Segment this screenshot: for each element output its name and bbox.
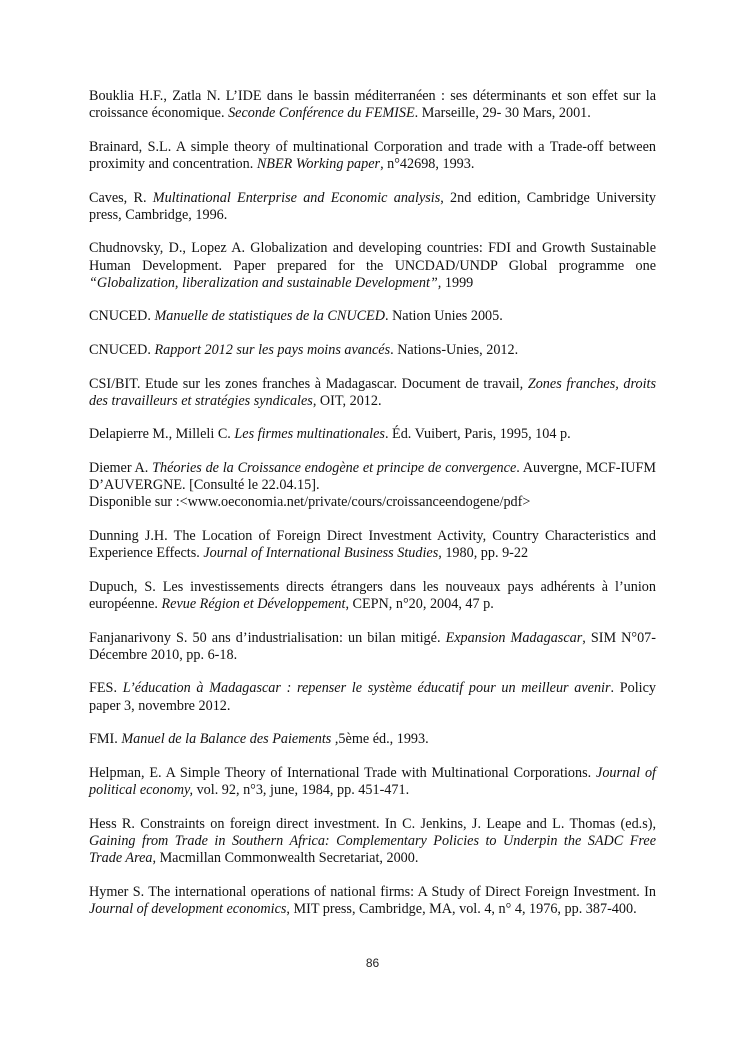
- reference-source-title: NBER Working paper: [256, 156, 381, 172]
- reference-entry: [89, 426, 656, 443]
- reference-text: CSI/BIT. Etude sur les zones franches à Madagascar. Document de travail: [89, 375, 520, 392]
- reference-text: Brainard, S.L. A simple theory of multinational Corporation and trade with a Trade-off between proximity and concentration.: [89, 138, 656, 172]
- reference-text: . Policy paper 3, novembre 2012.: [89, 680, 657, 714]
- reference-source-title: Manuelle de statistiques de la CNUCED: [154, 308, 385, 325]
- reference-entry: [89, 139, 656, 173]
- reference-source-title: Journal of political economy,: [89, 764, 656, 798]
- reference-entry: [89, 630, 656, 664]
- reference-availability-line: Disponible sur :<www.oeconomia.net/private/cours/croissanceendogene/pdf>: [89, 494, 531, 511]
- reference-entry: [89, 884, 656, 918]
- reference-source-title: “Globalization, liberalization and sustainable Development”,: [89, 274, 442, 291]
- reference-text: Caves, R.: [89, 189, 153, 206]
- reference-source-title: Manuel de la Balance des Paiements: [121, 731, 332, 748]
- reference-list: [89, 88, 656, 918]
- reference-source-title: , Zones franches, droits des travailleurs et stratégies syndicales: [89, 375, 656, 409]
- reference-text: FES.: [89, 680, 123, 697]
- reference-text: . Nation Unies 2005.: [384, 308, 503, 325]
- reference-entry: [89, 240, 656, 292]
- reference-source-title: L’éducation à Madagascar : repenser le système éducatif pour un meilleur avenir: [122, 680, 611, 697]
- reference-text: Helpman, E. A Simple Theory of International Trade with Multinational Corporations.: [89, 764, 597, 781]
- reference-text: , n°42698, 1993.: [380, 156, 475, 172]
- reference-entry: [89, 579, 656, 613]
- reference-source-title: Expansion Madagascar: [445, 629, 583, 646]
- reference-text: CNUCED.: [89, 341, 155, 358]
- reference-text: Dupuch, S. Les investissements directs étrangers dans les nouveaux pays adhérents à l’union européenne.: [89, 578, 656, 612]
- reference-entry: [89, 88, 656, 122]
- reference-entry: [89, 731, 656, 748]
- reference-text: . Éd. Vuibert, Paris, 1995, 104 p.: [384, 426, 571, 443]
- reference-text: Hess R. Constraints on foreign direct investment. In C. Jenkins, J. Leape and L. Thomas (ed.s),: [89, 815, 656, 832]
- reference-text: , SIM N°07-Décembre 2010, pp. 6-18.: [89, 629, 656, 663]
- reference-entry: [89, 816, 656, 868]
- reference-text: , MIT press, Cambridge, MA, vol. 4, n° 4, 1976, pp. 387-400.: [286, 900, 637, 917]
- reference-text: vol. 92, n°3, june, 1984, pp. 451-471.: [193, 781, 410, 798]
- reference-text: . Nations-Unies, 2012.: [390, 341, 519, 358]
- reference-text: Chudnovsky, D., Lopez A. Globalization and developing countries: FDI and Growth Sustainable Human Development. Paper prepared for the UNCDAD/UNDP Global programme one: [89, 240, 656, 274]
- page-number: 86: [365, 956, 380, 970]
- reference-text: . Marseille, 29- 30 Mars, 2001.: [414, 105, 591, 122]
- reference-source-title: Gaining from Trade in Southern Africa: Complementary Policies to Underpin the SADC Free Trade Area: [89, 832, 656, 866]
- reference-text: Bouklia H.F., Zatla N. L’IDE dans le bassin méditerranéen : ses déterminants et son effet sur la croissance économique.: [89, 88, 656, 122]
- reference-text: . Auvergne, MCF-IUFM D’AUVERGNE. [Consulté le 22.04.15].: [89, 459, 656, 494]
- reference-entry: [89, 342, 656, 359]
- reference-text: Dunning J.H. The Location of Foreign Direct Investment Activity, Country Characteristics and Experience Effects.: [89, 527, 656, 562]
- reference-source-title: Journal of International Business Studies: [203, 545, 439, 562]
- reference-entry: [89, 376, 656, 410]
- reference-text: Hymer S. The international operations of national firms: A Study of Direct Foreign Investment. In: [89, 883, 656, 900]
- reference-text: Fanjanarivony S. 50 ans d’industrialisation: un bilan mitigé.: [89, 629, 446, 646]
- reference-source-title: Revue Région et Développement: [161, 595, 346, 612]
- reference-entry: [89, 308, 656, 325]
- reference-source-title: Rapport 2012 sur les pays moins avancés: [154, 341, 391, 358]
- reference-source-title: Journal of development economics: [89, 900, 287, 917]
- reference-source-title: Les firmes multinationales: [234, 426, 385, 443]
- reference-entry: [89, 528, 656, 562]
- reference-source-title: Seconde Conférence du FEMISE: [228, 105, 415, 122]
- reference-entry: [89, 190, 656, 224]
- reference-text: CNUCED.: [89, 308, 155, 325]
- reference-text: , 1980, pp. 9-22: [438, 545, 529, 562]
- reference-entry: [89, 680, 656, 714]
- reference-text: Delapierre M., Milleli C.: [89, 426, 235, 443]
- reference-text: , OIT, 2012.: [312, 392, 382, 409]
- reference-text: , CEPN, n°20, 2004, 47 p.: [345, 595, 494, 612]
- reference-text: ,5ème éd., 1993.: [331, 731, 429, 748]
- reference-entry: [89, 460, 656, 512]
- reference-text: Diemer A.: [89, 459, 153, 476]
- reference-text: , 2nd edition, Cambridge University press, Cambridge, 1996.: [89, 189, 656, 223]
- reference-text: , Macmillan Commonwealth Secretariat, 2000.: [152, 849, 419, 866]
- reference-source-title: Multinational Enterprise and Economic analysis: [152, 189, 441, 206]
- reference-text: FMI.: [89, 731, 122, 748]
- reference-text: 1999: [441, 274, 474, 291]
- reference-source-title: Théories de la Croissance endogène et principe de convergence: [152, 459, 517, 476]
- reference-entry: [89, 765, 656, 799]
- bibliography-page: [89, 88, 656, 934]
